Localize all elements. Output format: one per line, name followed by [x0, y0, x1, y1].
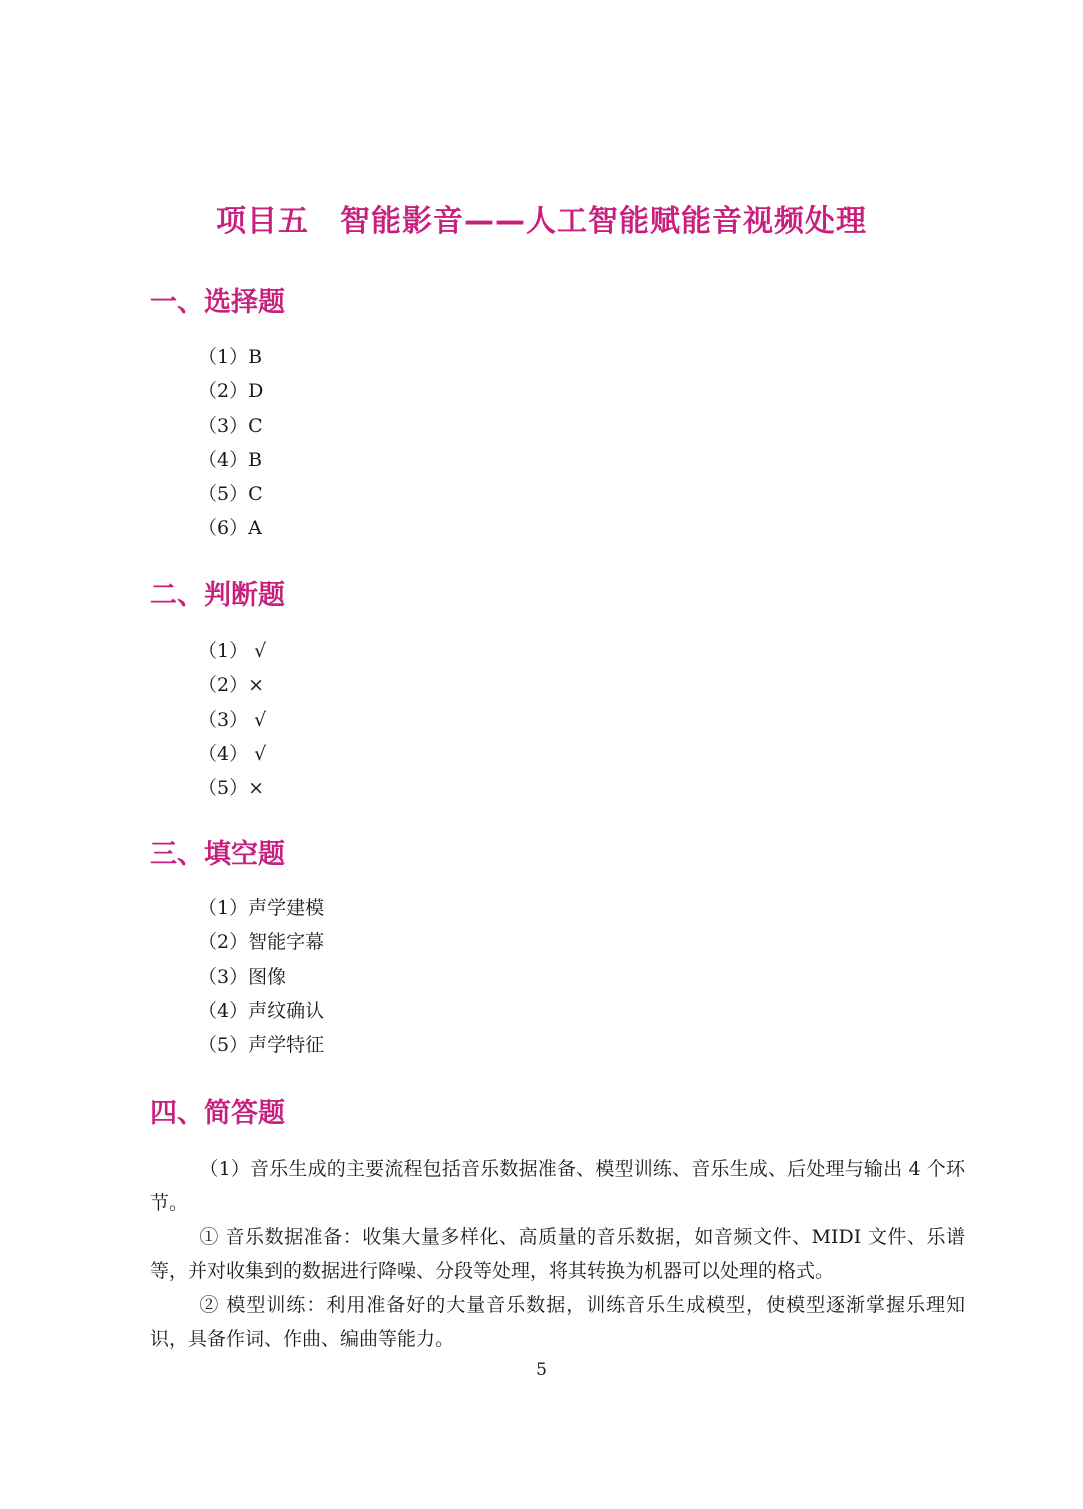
section-heading-fill-blank: 三、填空题	[150, 839, 285, 870]
list-item: （3）C	[198, 414, 263, 437]
answer-paragraph: ① 音乐数据准备：收集大量多样化、高质量的音乐数据，如音频文件、MIDI 文件、乐谱等，并对收集到的数据进行降噪、分段等处理，将其转换为机器可以处理的格式。	[150, 1226, 965, 1282]
section-heading-short-answer: 四、简答题	[150, 1098, 285, 1129]
list-item: （2）×	[198, 674, 265, 697]
list-item: （1） √	[198, 640, 267, 662]
fill-blank-answer-list	[198, 891, 324, 1062]
list-item: （6）A	[198, 517, 262, 540]
page-number: 5	[536, 1360, 547, 1380]
list-item: （3） √	[198, 708, 267, 731]
page-title: 项目五 智能影音——人工智能赋能音视频处理	[216, 204, 867, 239]
list-item: （3）图像	[198, 965, 287, 988]
list-item: （4） √	[198, 742, 267, 765]
list-item: （5）C	[198, 483, 263, 506]
list-item: （2）D	[198, 380, 264, 403]
answer-paragraph: ② 模型训练：利用准备好的大量音乐数据，训练音乐生成模型，使模型逐渐掌握乐理知识，具备作词、作曲、编曲等能力。	[150, 1294, 965, 1350]
list-item: （5）×	[198, 777, 265, 800]
list-item: （4）声纹确认	[198, 999, 325, 1022]
section-heading-true-false: 二、判断题	[150, 580, 285, 611]
answer-paragraph: （1）音乐生成的主要流程包括音乐数据准备、模型训练、音乐生成、后处理与输出 4 个环节。	[150, 1158, 965, 1214]
list-item: （4）B	[198, 448, 263, 471]
list-item: （1）声学建模	[198, 897, 325, 919]
section-heading-choice: 一、选择题	[150, 287, 285, 318]
list-item: （1）B	[198, 346, 263, 368]
choice-answer-list	[198, 340, 263, 546]
true-false-answer-list	[198, 634, 266, 805]
list-item: （2）智能字幕	[198, 931, 325, 954]
list-item: （5）声学特征	[198, 1034, 325, 1057]
